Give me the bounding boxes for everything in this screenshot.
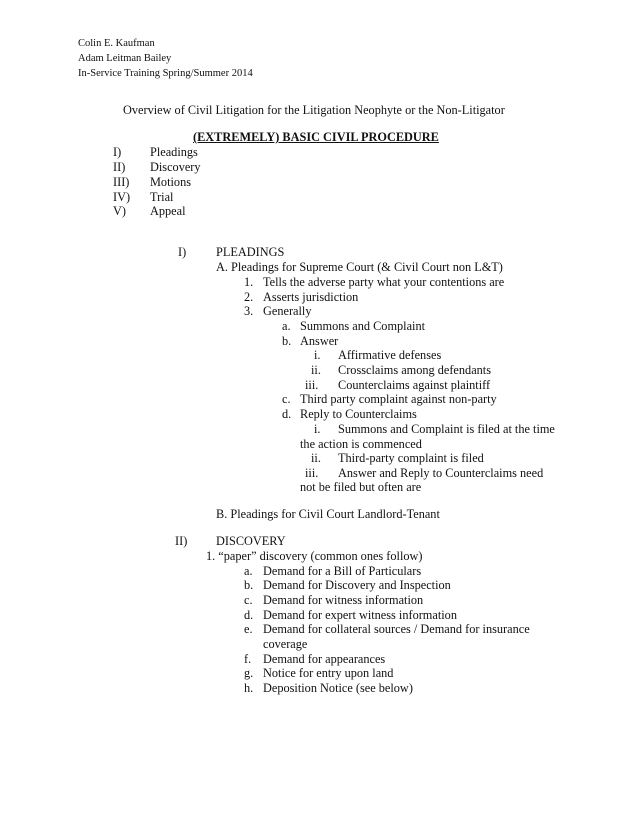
list-roman: iii.	[305, 466, 319, 480]
list-item: Summons and Complaint is filed at the time	[338, 422, 555, 436]
list-letter: d.	[282, 407, 292, 421]
list-letter: b.	[282, 334, 292, 348]
list-num: 1.	[244, 275, 254, 289]
list-roman: ii.	[311, 363, 321, 377]
list-letter: h.	[244, 681, 254, 695]
list-roman: iii.	[305, 378, 319, 392]
list-letter: c.	[282, 392, 291, 406]
list-letter: f.	[244, 652, 252, 666]
toc-label: Motions	[150, 175, 191, 189]
list-item: Generally	[263, 304, 312, 318]
toc-num: I)	[113, 145, 122, 159]
list-letter: c.	[244, 593, 253, 607]
list-item: Crossclaims among defendants	[338, 363, 491, 377]
list-letter: a.	[282, 319, 291, 333]
toc-label: Pleadings	[150, 145, 198, 159]
toc-num: III)	[113, 175, 130, 189]
list-item: Summons and Complaint	[300, 319, 426, 333]
toc-num: IV)	[113, 190, 131, 204]
list-num: 2.	[244, 290, 254, 304]
list-item: Answer and Reply to Counterclaims need	[338, 466, 544, 480]
list-item: Third-party complaint is filed	[338, 451, 484, 465]
header-author-1: Colin E. Kaufman	[78, 38, 155, 49]
toc-label: Discovery	[150, 160, 201, 174]
list-letter: d.	[244, 608, 254, 622]
subsection-b: B. Pleadings for Civil Court Landlord-Tenant	[216, 507, 440, 521]
list-roman: i.	[314, 422, 321, 436]
list-item-continuation: not be filed but often are	[300, 480, 422, 494]
header-training: In-Service Training Spring/Summer 2014	[78, 68, 253, 79]
section-heading: (EXTREMELY) BASIC CIVIL PROCEDURE	[193, 130, 439, 144]
list-item: Demand for collateral sources / Demand for insurance	[263, 622, 530, 636]
subsection-1: 1. “paper” discovery (common ones follow)	[206, 549, 423, 563]
document-title: Overview of Civil Litigation for the Litigation Neophyte or the Non-Litigator	[123, 103, 505, 117]
section-heading-pleadings: PLEADINGS	[216, 245, 285, 259]
list-item-continuation: the action is commenced	[300, 437, 422, 451]
toc-num: II)	[113, 160, 126, 174]
list-roman: i.	[314, 348, 321, 362]
list-item: Notice for entry upon land	[263, 666, 394, 680]
list-letter: a.	[244, 564, 253, 578]
list-item: Counterclaims against plaintiff	[338, 378, 491, 392]
list-item: Affirmative defenses	[338, 348, 442, 362]
list-item: Answer	[300, 334, 339, 348]
list-item: Demand for appearances	[263, 652, 386, 666]
subsection-a: A. Pleadings for Supreme Court (& Civil Court non L&T)	[216, 260, 503, 274]
list-item: Demand for a Bill of Particulars	[263, 564, 422, 578]
list-item: Demand for Discovery and Inspection	[263, 578, 451, 592]
list-item: Demand for expert witness information	[263, 608, 457, 622]
list-item: Reply to Counterclaims	[300, 407, 417, 421]
list-item: Tells the adverse party what your contentions are	[263, 275, 505, 289]
list-item: Deposition Notice (see below)	[263, 681, 413, 695]
list-item: Asserts jurisdiction	[263, 290, 359, 304]
list-letter: b.	[244, 578, 254, 592]
list-num: 3.	[244, 304, 254, 318]
section-num: I)	[178, 245, 187, 259]
section-heading-discovery: DISCOVERY	[216, 534, 286, 548]
list-item: Third party complaint against non-party	[300, 392, 497, 406]
list-letter: e.	[244, 622, 253, 636]
toc-num: V)	[113, 204, 126, 218]
list-roman: ii.	[311, 451, 321, 465]
toc-label: Trial	[150, 190, 174, 204]
toc-label: Appeal	[150, 204, 186, 218]
list-letter: g.	[244, 666, 254, 680]
list-item-continuation: coverage	[263, 637, 308, 651]
header-author-2: Adam Leitman Bailey	[78, 53, 172, 64]
section-num: II)	[175, 534, 188, 548]
list-item: Demand for witness information	[263, 593, 424, 607]
